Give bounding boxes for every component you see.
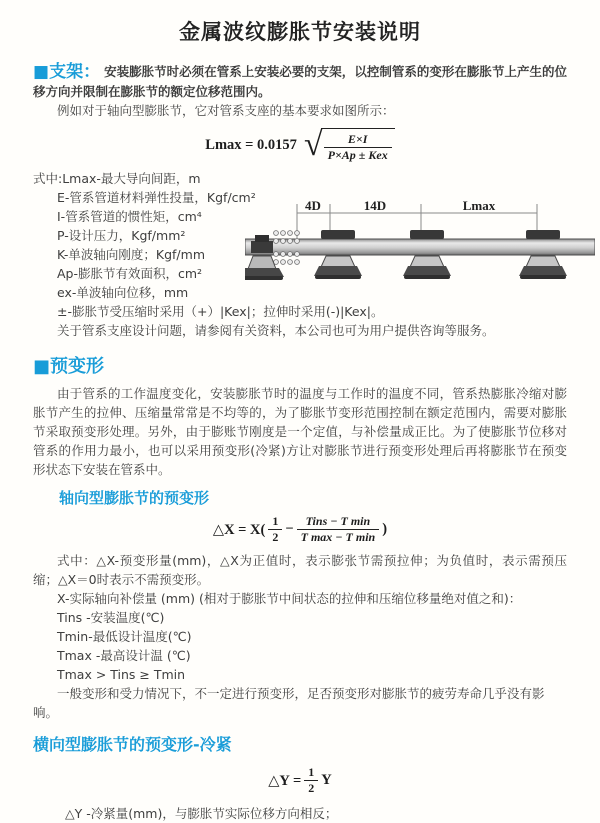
pipe-support-diagram (245, 199, 595, 294)
predeform-section-heading: ■预变形 (33, 356, 105, 377)
axial-note-tmax: Tmax -最高设计温 (℃) (57, 648, 191, 663)
support-intro-text: 安装膨胀节时必须在管系上安装必要的支架，以控制管系的变形在膨胀节上产生的位移方向并限制在膨胀节的额定位移范围内。 (33, 64, 567, 99)
definition-line-plusminus: ±-膨胀节受压缩时采用（+）|Kex|；拉伸时采用(-)|Kex|。 (57, 304, 384, 319)
half-denominator: 2 (308, 781, 315, 795)
definition-line: E-管系管道材料弹性投量，Kgf/cm² (57, 190, 256, 205)
support-section-heading: ■支架： (33, 62, 101, 82)
axial-note-x: X-实际轴向补偿量 (mm) (相对于膨胀节中间状态的拉伸和压缩位移量绝对值之和)： (57, 591, 522, 606)
lateral-note: △Y -冷紧量(mm)，与膨胀节实际位移方向相反； (65, 806, 338, 821)
dim-label-14d: 14D (363, 199, 387, 213)
half-numerator: 1 (268, 514, 282, 530)
axial-formula-temp-fraction (297, 514, 380, 545)
axial-formula (33, 514, 567, 545)
lateral-formula-lhs: △Y = (268, 772, 302, 789)
support-consult-note: 关于管系支座设计问题，请参阅有关资料，本公司也可为用户提供咨询等服务。 (57, 323, 495, 338)
half-numerator: 1 (304, 765, 318, 781)
support-example-line: 例如对于轴向型膨胀节，它对管系支座的基本要求如图所示： (57, 103, 395, 118)
sqrt-radical (304, 128, 395, 163)
definition-line: P-设计压力，Kgf/mm² (57, 228, 186, 243)
definition-line: K-单波轴向刚度；Kgf/mm (57, 247, 205, 262)
axial-formula-frac-half (268, 514, 282, 545)
lmax-formula-denominator: P×Ap ± Kex (327, 148, 388, 162)
dim-label-lmax: Lmax (462, 199, 496, 213)
lateral-formula-frac-half (304, 765, 318, 796)
axial-formula-lhs: △X = X( (212, 521, 266, 538)
axial-note-general: 一般变形和受力情况下，不一定进行预变形，足否预变形对膨胀节的疲劳寿命几乎没有影响。 (33, 686, 545, 720)
temp-fraction-denominator: T max − T min (300, 530, 376, 544)
axial-note-tins: Tins -安装温度(℃) (57, 610, 165, 625)
definitions-and-diagram (33, 169, 567, 340)
support-intro-paragraph (33, 62, 567, 101)
axial-formula-rhs: ) (382, 521, 388, 537)
lateral-formula-rhs: Y (321, 772, 332, 788)
lateral-formula (33, 765, 567, 796)
temp-fraction-numerator: Tins − T min (297, 514, 380, 530)
definition-line: Ap-膨胀节有效面积，cm² (57, 266, 203, 281)
half-denominator: 2 (272, 530, 279, 544)
lmax-formula-numerator: E×I (324, 132, 392, 148)
definition-line: ex-单波轴向位移，mm (57, 285, 189, 300)
axial-note-main: 式中：△X-预变形量(mm)，△X为正值时，表示膨张节需预拉伸；为负值时，表示需预压缩；△X＝0时表示不需预变形。 (33, 553, 567, 587)
axial-note-relation: Tmax > Tins ≥ Tmin (57, 667, 186, 682)
definition-line: I-管系管道的惯性矩，cm⁴ (57, 209, 202, 224)
dim-label-4d: 4D (305, 199, 321, 213)
definition-line: 式中:Lmax-最大导向间距，m (33, 171, 201, 186)
page-title: 金属波纹膨胀节安装说明 (179, 20, 421, 44)
lmax-formula-lhs: Lmax = 0.0157 (205, 137, 297, 153)
axial-subsection-heading: 轴向型膨胀节的预变形 (59, 489, 210, 507)
lmax-formula (33, 128, 567, 163)
axial-formula-minus: − (285, 521, 294, 537)
lateral-subsection-heading: 横向型膨胀节的预变形-冷紧 (33, 735, 232, 754)
radical-sign-icon: √ (303, 126, 323, 163)
predeform-paragraph: 由于管系的工作温度变化，安装膨胀节时的温度与工作时的温度不同，管系热膨胀冷缩对膨胀节产生的拉伸、压缩量常常是不均等的，为了膨胀节变形范围控制在额定范围内，需要对膨胀节采取预变形处理。另外，由于膨账节刚度是一个定值，与补偿量成正比。为了使膨胀节位移对管系的作用力最小，也可以采用预变形(冷紧)方让对膨胀节进行预变形处理后再将膨胀节在预变形状态下安装在管系中。 (33, 386, 567, 477)
axial-note-tmin: Tmin-最低设计温度(℃) (57, 629, 192, 644)
lmax-formula-fraction (324, 132, 392, 163)
